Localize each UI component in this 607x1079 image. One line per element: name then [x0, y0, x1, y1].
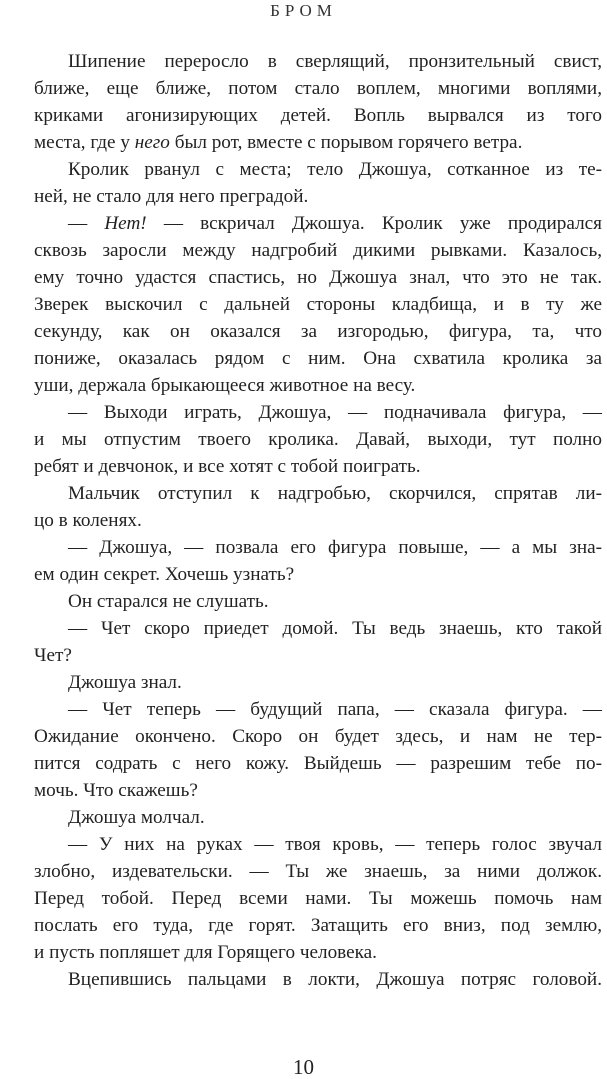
text-line: пониже, оказалась рядом с ним. Она схватила кролика за: [34, 348, 602, 369]
text-line: Кролик рванул с места; тело Джошуа, сотканное из те-: [68, 159, 602, 180]
text-line: Джошуа молчал.: [68, 807, 205, 828]
text-line: и мы отпустим твоего кролика. Давай, выходи, тут полно: [34, 429, 602, 450]
text-line: — У них на руках — твоя кровь, — теперь голос звучал: [68, 834, 602, 855]
body-text: [34, 48, 602, 993]
emphasis-run: него: [134, 132, 170, 153]
text-line: криками агонизирующих детей. Вопль вырвался из того: [34, 105, 602, 126]
text-line: [34, 210, 602, 237]
text-line: Джошуа знал.: [68, 672, 182, 693]
text-line: Перед тобой. Перед всеми нами. Ты можешь помочь нам: [34, 888, 602, 909]
text-line: — Выходи играть, Джошуа, — подначивала фигура, —: [68, 402, 602, 423]
text-line: Мальчик отступил к надгробью, скорчился, спрятав ли-: [68, 483, 602, 504]
text-line: ближе, еще ближе, потом стало воплем, многими воплями,: [34, 78, 602, 99]
text-line: Он старался не слушать.: [68, 591, 269, 612]
text-run: был рот, вместе с порывом горячего ветра.: [169, 132, 523, 153]
text-line: сквозь заросли между надгробий дикими рывками. Казалось,: [34, 240, 602, 261]
text-line: — Чет теперь — будущий папа, — сказала фигура. —: [68, 699, 602, 720]
text-run: —: [68, 213, 105, 234]
text-line: ему точно удастся спастись, но Джошуа знал, что это не так.: [34, 267, 602, 288]
text-line: — Чет скоро приедет домой. Ты ведь знаешь, кто такой: [68, 618, 602, 639]
text-line: Шипение переросло в сверлящий, пронзительный свист,: [68, 51, 602, 72]
text-line: Чет?: [34, 645, 72, 666]
text-line: пится содрать с него кожу. Выйдешь — разрешим тебе по-: [34, 753, 602, 774]
text-block: [34, 48, 602, 993]
text-line: — Джошуа, — позвала его фигура повыше, — а мы зна-: [68, 537, 602, 558]
text-line: мочь. Что скажешь?: [34, 780, 198, 801]
page-number: 10: [293, 1055, 314, 1079]
text-line: Вцепившись пальцами в локти, Джошуа потряс головой.: [68, 969, 602, 990]
text-line: уши, держала брыкающееся животное на весу.: [34, 375, 416, 396]
text-line: ней, не стало для него преградой.: [34, 186, 309, 207]
text-line: ем один секрет. Хочешь узнать?: [34, 564, 295, 585]
emphasis-run: Нет!: [104, 213, 147, 234]
text-run: места, где у: [34, 132, 135, 153]
text-line: злобно, издевательски. — Ты же знаешь, за ними должок.: [34, 861, 602, 882]
running-head: БРОМ: [270, 1, 337, 20]
text-run: — вскричал Джошуа. Кролик уже продирался: [146, 213, 603, 234]
text-line: ребят и девчонок, и все хотят с тобой поиграть.: [34, 456, 421, 477]
text-line: послать его туда, где горят. Затащить его вниз, под землю,: [34, 915, 602, 936]
text-line: цо в коленях.: [34, 510, 142, 531]
text-line: и пусть попляшет для Горящего человека.: [34, 942, 377, 963]
text-line: Ожидание окончено. Скоро он будет здесь, и нам не тер-: [34, 726, 602, 747]
text-line: секунду, как он оказался за изгородью, фигура, та, что: [34, 321, 602, 342]
text-line: [34, 129, 602, 156]
text-line: Зверек выскочил с дальней стороны кладбища, и в ту же: [34, 294, 602, 315]
